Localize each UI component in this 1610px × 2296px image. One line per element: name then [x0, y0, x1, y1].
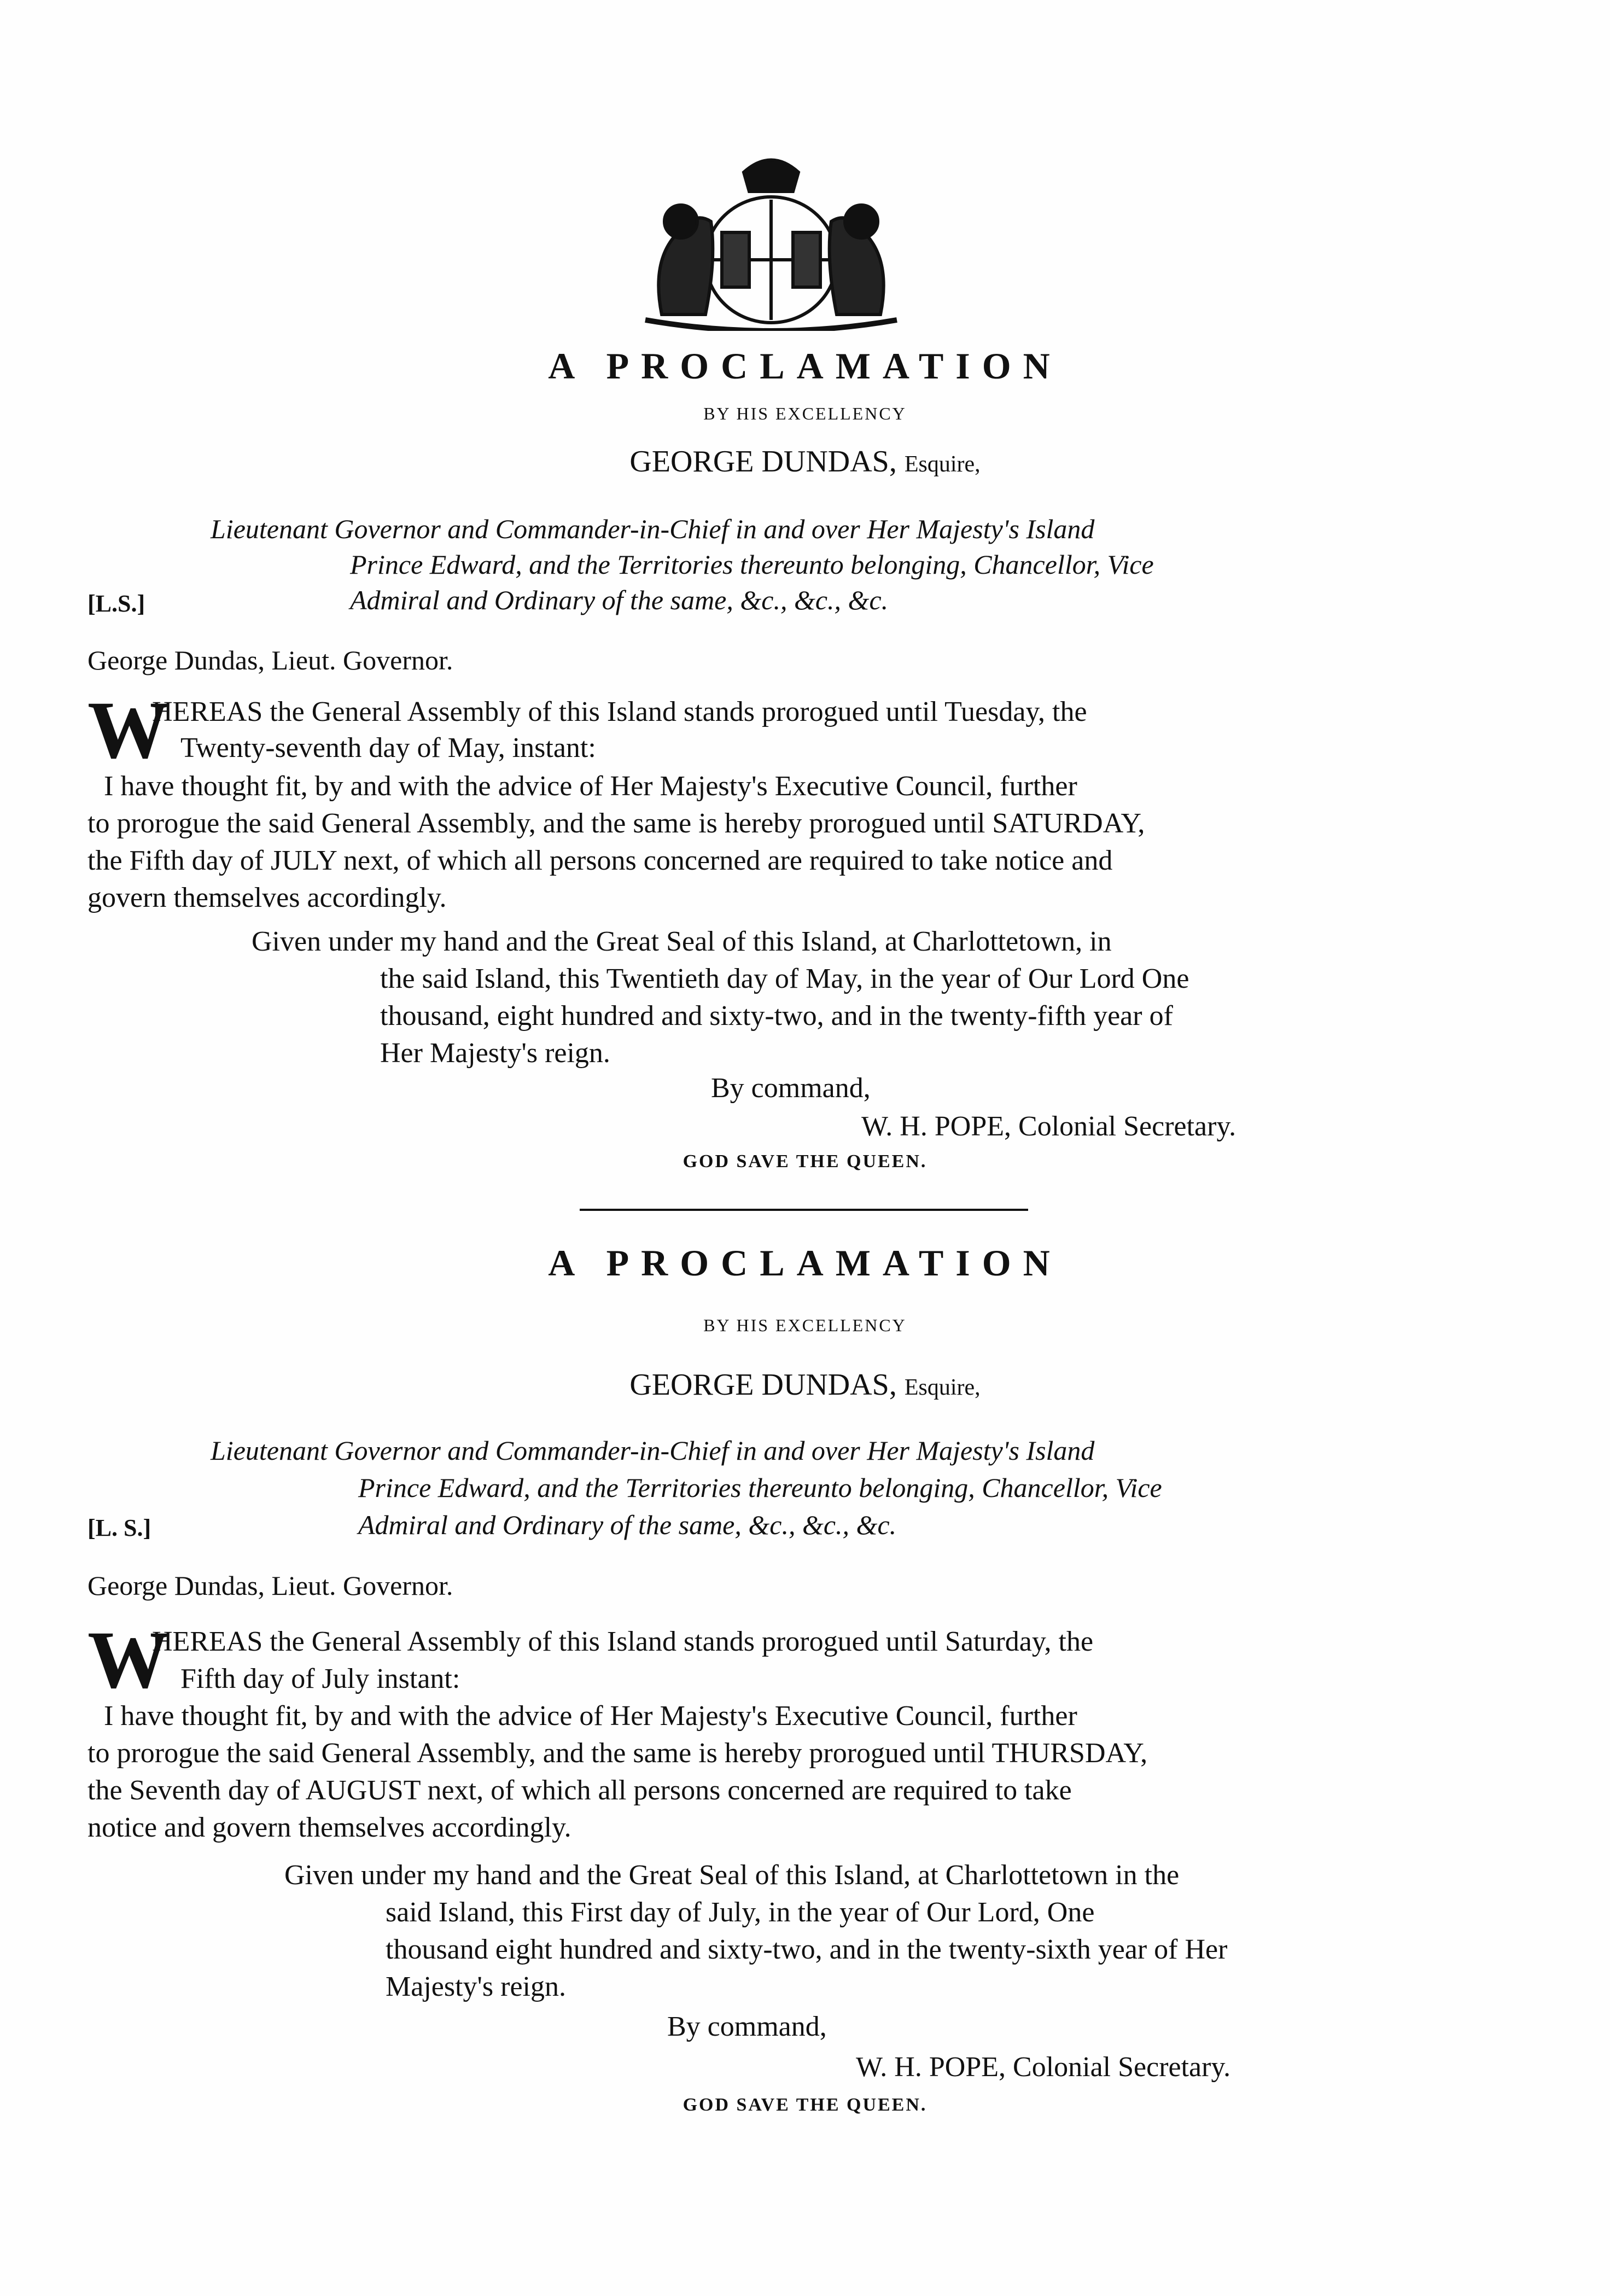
royal-coat-of-arms-icon	[629, 150, 913, 331]
proclamation-1-governor-name	[0, 444, 1610, 479]
proclamation-2-given-line-2: said Island, this First day of July, in the year of Our Lord, One	[386, 1897, 1095, 1928]
proclamation-2-para2-line-1: I have thought fit, by and with the advice of Her Majesty's Executive Council, further	[104, 1700, 1077, 1732]
proclamation-1-office-line-2: Prince Edward, and the Territories thereunto belonging, Chancellor, Vice	[350, 549, 1154, 580]
proclamation-2-para1-line-2: Fifth day of July instant:	[180, 1663, 460, 1694]
proclamation-2-para2-line-4: notice and govern themselves accordingly.	[88, 1812, 571, 1843]
proclamation-1-dropcap: W	[88, 685, 170, 776]
proclamation-1-para2-line-1: I have thought fit, by and with the advice of Her Majesty's Executive Council, further	[104, 771, 1077, 802]
proclamation-2-secretary: W. H. POPE, Colonial Secretary.	[856, 2052, 1231, 2083]
governor-name-suffix: Esquire,	[904, 1375, 981, 1400]
governor-name: GEORGE DUNDAS,	[629, 445, 897, 479]
proclamation-1-para1-line-2: Twenty-seventh day of May, instant:	[180, 732, 596, 764]
proclamation-1-seal-label: [L.S.]	[88, 590, 145, 617]
proclamation-2-para1-line-1: HEREAS the General Assembly of this Island stands prorogued until Saturday, the	[152, 1626, 1094, 1657]
signature-name: George Dundas,	[88, 1570, 265, 1601]
proclamation-2-byline: BY HIS EXCELLENCY	[703, 1315, 907, 1335]
signature-title: Lieut. Governor.	[271, 1570, 453, 1601]
proclamation-1-para1-line-1: HEREAS the General Assembly of this Island stands prorogued until Tuesday, the	[152, 696, 1087, 727]
proclamation-2-para2-line-2: to prorogue the said General Assembly, and the same is hereby prorogued until THURSDAY,	[88, 1738, 1148, 1769]
section-divider	[580, 1209, 1028, 1211]
proclamation-1-title: A PROCLAMATION	[548, 345, 1062, 387]
proclamation-1-given-line-3: thousand, eight hundred and sixty-two, and in the twenty-fifth year of	[380, 1000, 1173, 1032]
proclamation-1-given-line-2: the said Island, this Twentieth day of May, in the year of Our Lord One	[380, 963, 1189, 994]
proclamation-1-signature	[88, 644, 453, 676]
proclamation-1-given-line-4: Her Majesty's reign.	[380, 1038, 610, 1069]
proclamation-1-given-line-1: Given under my hand and the Great Seal of this Island, at Charlottetown, in	[252, 926, 1112, 957]
proclamation-1-by-command: By command,	[711, 1073, 871, 1104]
proclamation-2-office-line-1: Lieutenant Governor and Commander-in-Chief in and over Her Majesty's Island	[211, 1435, 1095, 1466]
signature-name: George Dundas,	[88, 645, 265, 675]
signature-title: Lieut. Governor.	[271, 645, 453, 675]
proclamation-1-office-line-3: Admiral and Ordinary of the same, &c., &c., &c.	[350, 585, 889, 615]
proclamation-2-office-line-3: Admiral and Ordinary of the same, &c., &c., &c.	[358, 1510, 897, 1540]
proclamation-2-title: A PROCLAMATION	[548, 1242, 1062, 1284]
proclamation-2-signature	[88, 1570, 453, 1601]
proclamation-1-para2-line-3: the Fifth day of JULY next, of which all persons concerned are required to take notice and	[88, 845, 1113, 876]
proclamation-2-given-line-4: Majesty's reign.	[386, 1971, 566, 2002]
proclamation-2-seal-label: [L. S.]	[88, 1514, 151, 1541]
proclamation-2-given-line-1: Given under my hand and the Great Seal of this Island, at Charlottetown in the	[284, 1860, 1180, 1891]
proclamation-2-office-line-2: Prince Edward, and the Territories thereunto belonging, Chancellor, Vice	[358, 1472, 1162, 1503]
governor-name: GEORGE DUNDAS,	[629, 1368, 897, 1402]
proclamation-1-para2-line-4: govern themselves accordingly.	[88, 882, 447, 913]
proclamation-1-office-line-1: Lieutenant Governor and Commander-in-Chief in and over Her Majesty's Island	[211, 514, 1095, 544]
proclamation-1-god-save: GOD SAVE THE QUEEN.	[682, 1151, 928, 1172]
proclamation-1-secretary: W. H. POPE, Colonial Secretary.	[861, 1111, 1236, 1142]
proclamation-2-governor-name	[0, 1367, 1610, 1402]
proclamation-1-para2-line-2: to prorogue the said General Assembly, and the same is hereby prorogued until SATURDAY,	[88, 808, 1145, 839]
proclamation-2-god-save: GOD SAVE THE QUEEN.	[682, 2095, 928, 2115]
proclamation-1-byline: BY HIS EXCELLENCY	[703, 404, 907, 423]
proclamation-2-para2-line-3: the Seventh day of AUGUST next, of which all persons concerned are required to take	[88, 1775, 1072, 1806]
proclamation-2-dropcap: W	[88, 1615, 170, 1705]
proclamation-2-by-command: By command,	[667, 2011, 827, 2042]
proclamation-2-given-line-3: thousand eight hundred and sixty-two, and in the twenty-sixth year of Her	[386, 1934, 1228, 1965]
governor-name-suffix: Esquire,	[904, 452, 981, 477]
